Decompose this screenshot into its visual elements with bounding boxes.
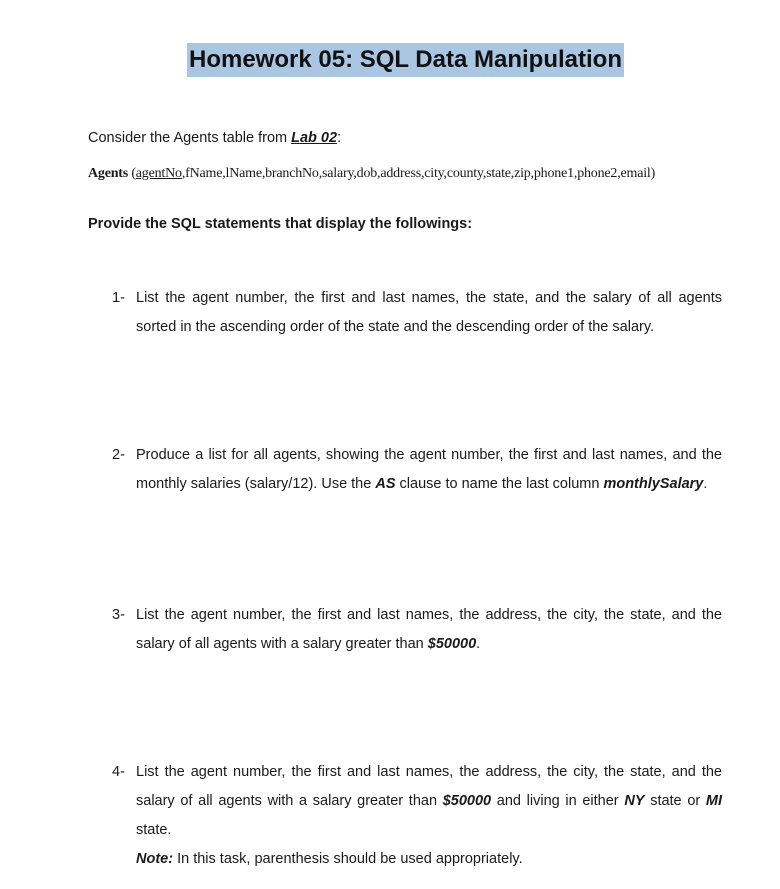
title-number: 05	[318, 46, 346, 73]
table-schema	[88, 166, 655, 182]
question-text-part: List the agent number, the first and last names, the address, the city, the state, and the salary of all agents with a salary greater than	[136, 764, 722, 809]
question-number: 4-	[112, 764, 125, 780]
question-text-part: List the agent number, the first and last names, the address, the city, the state, and the salary of all agents with a salary greater than	[136, 607, 722, 652]
question-2	[112, 441, 722, 499]
instructions-heading: Provide the SQL statements that display the followings:	[88, 216, 473, 232]
question-text-part: state or	[644, 793, 706, 809]
page-title	[187, 43, 624, 77]
keyword-as: AS	[375, 476, 396, 492]
keyword-state-mi: MI	[705, 793, 723, 809]
question-text-part: Produce a list for all agents, showing the agent number, the first and last names, and the monthly salaries (salary/12). Use the	[136, 447, 722, 492]
question-number: 3-	[112, 607, 125, 623]
schema-open: (	[128, 166, 136, 181]
keyword-state-ny: NY	[624, 793, 645, 809]
keyword-amount: $50000	[427, 636, 477, 652]
note-text: In this task, parenthesis should be used appropriately.	[173, 851, 523, 867]
intro-sentence	[88, 130, 341, 146]
schema-primary-key: agentNo	[135, 166, 182, 181]
question-note	[136, 845, 722, 874]
question-text-part: state.	[136, 822, 172, 838]
question-text: List the agent number, the first and last names, the state, and the salary of all agents sorted in the ascending order of the state and the descending order of the salary.	[136, 290, 722, 335]
question-4	[112, 758, 722, 874]
question-text	[136, 758, 722, 845]
schema-columns: ,fName,lName,branchNo,salary,dob,address,city,county,state,zip,phone1,phone2,email)	[181, 166, 656, 181]
keyword-column-name: monthlySalary	[603, 476, 704, 492]
question-number: 1-	[112, 290, 125, 306]
question-number: 2-	[112, 447, 125, 463]
question-text	[136, 441, 722, 499]
note-label: Note:	[136, 851, 174, 867]
question-text-part: and living in either	[491, 793, 625, 809]
question-text-part: .	[703, 476, 708, 492]
question-1	[112, 284, 722, 342]
title-suffix: : SQL Data Manipulation	[345, 46, 622, 73]
question-text-part: .	[476, 636, 481, 652]
question-text	[136, 601, 722, 659]
question-text-part: clause to name the last column	[395, 476, 604, 492]
intro-colon: :	[337, 130, 342, 146]
keyword-amount: $50000	[442, 793, 492, 809]
schema-table-name: Agents	[88, 166, 129, 181]
lab-reference: Lab 02	[291, 130, 338, 146]
question-3	[112, 601, 722, 659]
intro-text: Consider the Agents table from	[88, 130, 292, 146]
title-prefix: Homework	[189, 46, 319, 73]
